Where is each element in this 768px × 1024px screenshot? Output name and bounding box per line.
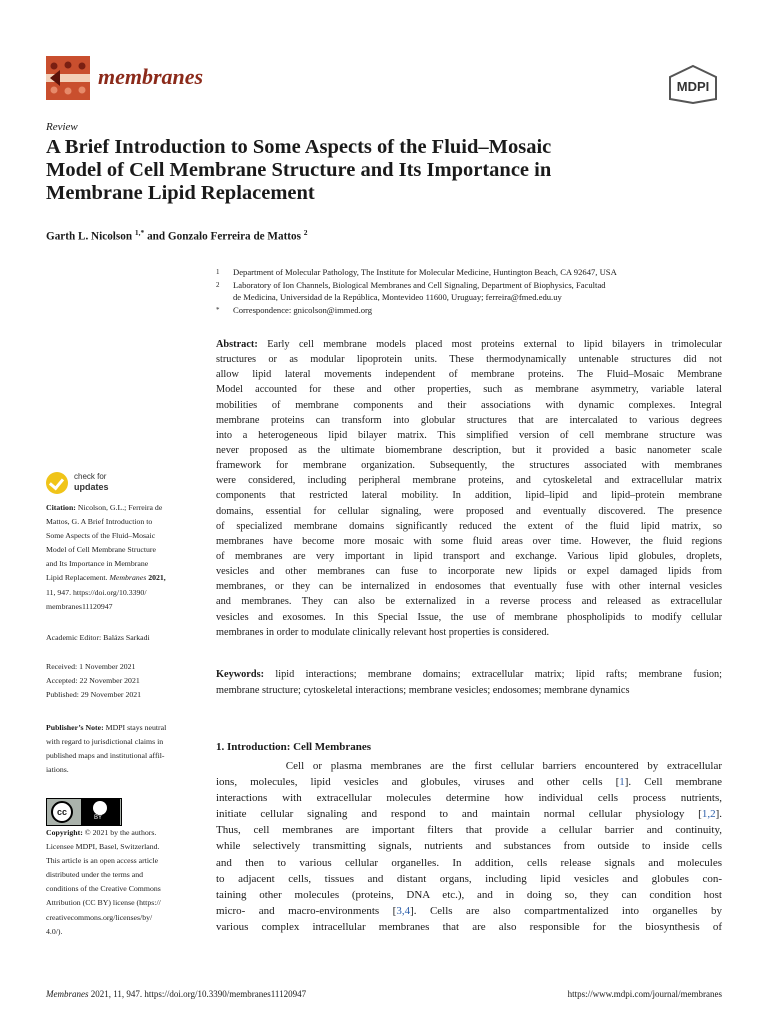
checkmark-icon — [46, 472, 68, 494]
affiliation-number: 1 — [216, 268, 220, 276]
author-name[interactable]: Gonzalo Ferreira de Mattos — [167, 230, 301, 243]
title-line: Model of Cell Membrane Structure and Its Importance in — [46, 159, 552, 181]
affiliation-number: 2 — [216, 281, 220, 289]
keywords-line: Keywords: lipid interactions; membrane domains; extracellular matrix; lipid rafts; membrane fusion; — [216, 669, 723, 680]
citation-doi[interactable]: membranes11120947 — [46, 601, 113, 611]
article-type: Review — [46, 121, 78, 133]
mdpi-logo-text: MDPI — [676, 79, 710, 94]
body-line: Thus, cell membranes are important filters that provide a cellular barrier and continuity, — [216, 824, 722, 837]
title-line: A Brief Introduction to Some Aspects of the Fluid–Mosaic — [46, 136, 552, 158]
keywords — [216, 667, 722, 698]
keywords-line: membrane structure; cytoskeletal interactions; membrane vesicles; endosomes; membrane dynamics — [216, 684, 630, 696]
publisher-note-label: Publisher’s Note: — [46, 723, 104, 732]
abstract-line: membranes have become more mosaic with some fluid areas over time. However, the fluid regions — [216, 535, 722, 547]
introduction-body — [216, 758, 722, 935]
membranes-journal-logo — [46, 56, 90, 100]
attribution-icon — [81, 799, 120, 825]
copyright-block: Copyright: © 2021 by the authors. Licensee MDPI, Basel, Switzerland. This article is an open access article distributed under the terms and conditions of the Creative Commons Attribution (CC BY) license (https:// creativecommons.org/licenses/by/ 4.0/). — [46, 826, 196, 939]
body-line: micro- and macro-environments [3,4]. Cells are also compartmentalized into organelles by — [216, 904, 722, 917]
check-updates-text: updates — [74, 482, 109, 492]
abstract-line: of specialized membrane domains significantly reduced the extent of the fluid lipid matrix, so — [216, 520, 722, 532]
citation-journal: Membranes — [109, 573, 147, 583]
body-line: interactions with extracellular molecules determine how individual cells process nutrients, — [216, 792, 722, 805]
section-heading: 1. Introduction: Cell Membranes — [216, 741, 372, 753]
license-link[interactable]: creativecommons.org/licenses/by/ — [46, 912, 153, 922]
journal-name: membranes — [98, 64, 204, 89]
copyright-label: Copyright: — [46, 828, 83, 837]
abstract-label: Abstract: — [216, 339, 258, 350]
check-updates-text: check for — [74, 472, 107, 481]
correspondence-text: Correspondence: gnicolson@immed.org — [233, 305, 373, 315]
abstract-line: framework for membrane organization. Subsequently, the structures associated with membranes — [216, 460, 722, 472]
cc-by-license-badge[interactable] — [46, 798, 122, 826]
abstract-line: were considered, including peripheral membrane proteins, and cytoskeletal and extracellular matrix — [216, 475, 722, 487]
body-line: while selectively transmitting signals, nutrients and substances from outside to inside cells — [216, 840, 722, 853]
correspondence-marker: * — [216, 306, 220, 314]
affiliation-text: Department of Molecular Pathology, The Institute for Molecular Medicine, Huntington Beach, CA 92647, USA — [233, 267, 617, 277]
accepted-date: Accepted: 22 November 2021 — [46, 676, 140, 686]
footer-citation: Membranes 2021, 11, 947. https://doi.org/10.3390/membranes11120947 — [46, 989, 307, 999]
abstract-line: into a heterogeneous lipid bilayer matrix. This simplified version of cell membrane structure was — [216, 429, 722, 441]
abstract — [216, 337, 722, 640]
abstract-line: mobilities of membrane components and their associations with dynamic complexes. Integral — [216, 399, 722, 411]
reference-link[interactable]: 1 — [619, 776, 625, 789]
article-title — [46, 136, 726, 205]
body-line: various complex intracellular membranes that are also responsible for the biosynthesis of — [216, 920, 722, 933]
academic-editor: Academic Editor: Balázs Sarkadi — [46, 633, 150, 642]
reference-link[interactable]: 1,2 — [701, 808, 716, 821]
citation-doi[interactable]: 11, 947. https://doi.org/10.3390/ — [46, 587, 147, 597]
mdpi-logo — [664, 64, 722, 104]
reference-link[interactable]: 3,4 — [396, 904, 411, 917]
affiliation-text: Laboratory of Ion Channels, Biological Membranes and Cell Signaling, Department of Biophysics, Facultad — [233, 280, 606, 290]
abstract-line: never proposed as the ultimate biomembrane description, but it provided a basic nanometer scale — [216, 444, 722, 456]
author-affiliation-marker: 2 — [303, 228, 308, 237]
body-line: Cell or plasma membranes are the first cellular barriers encountered by extracellular — [216, 760, 722, 772]
abstract-line: membranes in order to modulate clinically relevant host properties is considered. — [216, 626, 550, 638]
citation-block: Citation: Nicolson, G.L.; Ferreira de Mattos, G. A Brief Introduction to Some Aspects of the Fluid–Mosaic Model of Cell Membrane Structure and Its Importance in Membrane Lipid Replacement. Membranes 2021, 11, 947. https://doi.org/10.3390/ membranes11120947 — [46, 501, 196, 614]
citation-label: Citation: — [46, 503, 76, 512]
check-for-updates-badge[interactable] — [46, 470, 166, 496]
abstract-line: membranes, or they can be internalized in endosomes that eventually fuse with other internal vesicles — [216, 581, 722, 593]
abstract-line: vesicles and other membranes can fuse to incorporate new lipids or expel damaged lipids from — [216, 566, 722, 578]
author-name[interactable]: Garth L. Nicolson — [46, 230, 133, 243]
body-line: taining other molecules (proteins, DNA etc.), and in doing so, they can condition host — [216, 888, 722, 901]
abstract-line: allow lipid lateral movements independent of membrane proteins. The Fluid–Mosaic Membrane — [216, 369, 722, 381]
title-line: Membrane Lipid Replacement — [46, 182, 315, 204]
abstract-line: components that restricted lateral mobility. In addition, lipid–lipid and lipid–protein membrane — [216, 490, 722, 502]
dates-block — [46, 660, 196, 702]
creative-commons-icon: cc — [51, 801, 73, 823]
body-line: and then to various cellular organelles. In addition, cells release signals and molecules — [216, 856, 722, 869]
abstract-line: of membranes are very important in lipid transport and exchange. Various lipid globules, droplets, — [216, 550, 722, 562]
by-label: BY — [94, 815, 103, 821]
author-conjunction: and — [144, 230, 168, 243]
author-affiliation-marker: 1,* — [134, 228, 145, 237]
abstract-line: Model accounted for these and other properties, such as membrane asymmetry, variable lateral — [216, 384, 722, 396]
author-list — [46, 228, 308, 243]
abstract-line: structures or as modular lipoprotein units. These thermodynamically untenable structures did not — [216, 354, 722, 366]
person-icon — [93, 801, 107, 815]
body-line: initiate cellular signaling and respond to and maintain normal cellular physiology [1,2]. — [216, 808, 722, 821]
abstract-line: and membranes. They can also be externalized in a reverse process and released as extracellular — [216, 596, 722, 608]
abstract-line: domains, essential for cellular signaling, were proposed and eventually discovered. The presence — [216, 505, 722, 517]
body-line: ions, molecules, lipid vesicles and globules, viruses and other cells [1]. Cell membrane — [216, 776, 722, 789]
abstract-line: vesicles and exosomes. In this Special Issue, the use of membrane phospholipids to modify cellular — [216, 611, 722, 623]
body-line: to adjacent cells, tissues and distant organs, including lipid vesicles and globules con- — [216, 872, 722, 885]
affiliation-text: de Medicina, Universidad de la República, Montevideo 11600, Uruguay; ferreira@fmed.edu.uy — [233, 292, 562, 302]
keywords-label: Keywords: — [216, 669, 265, 680]
publisher-note: Publisher’s Note: MDPI stays neutral with regard to jurisdictional claims in published maps and institutional affil- iations. — [46, 723, 167, 775]
footer-journal-url[interactable]: https://www.mdpi.com/journal/membranes — [567, 989, 722, 999]
published-date: Published: 29 November 2021 — [46, 690, 142, 700]
received-date: Received: 1 November 2021 — [46, 662, 136, 671]
abstract-line: Abstract: Early cell membrane models placed most proteins external to lipid bilayers in trimolecular — [216, 339, 722, 350]
abstract-line: membrane proteins can transform into globular structures that are intercalated to various degrees — [216, 414, 722, 426]
